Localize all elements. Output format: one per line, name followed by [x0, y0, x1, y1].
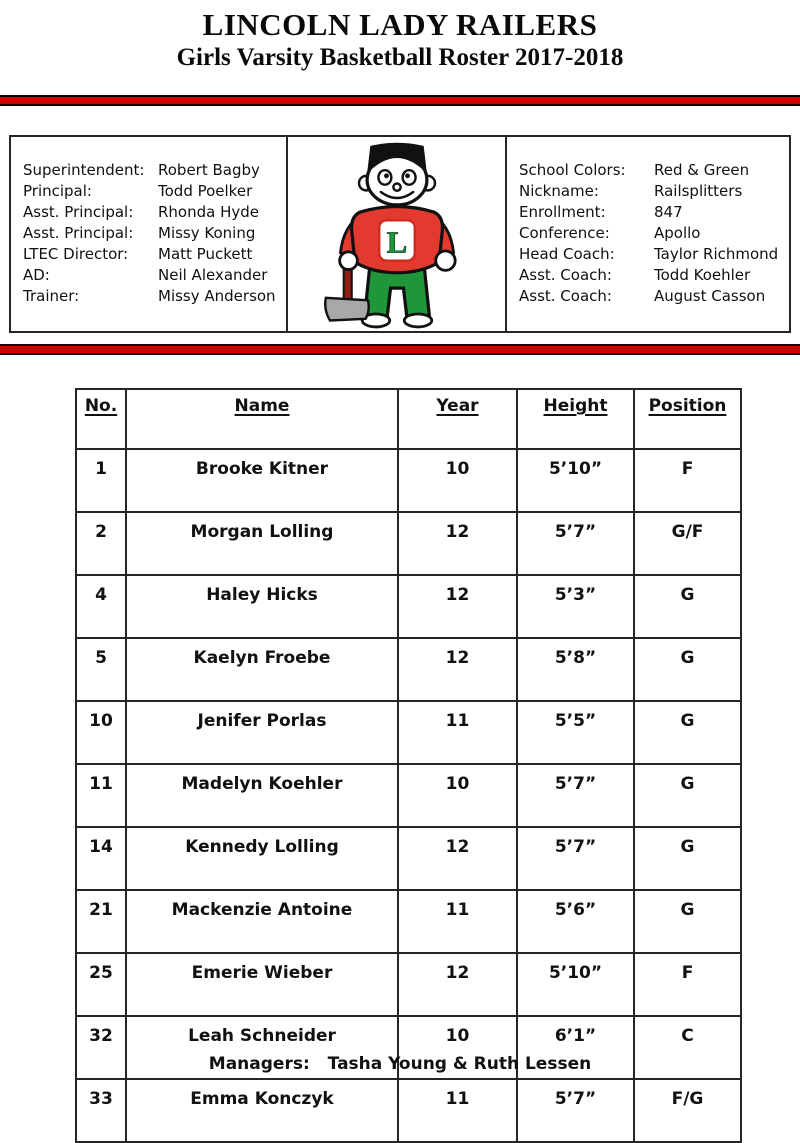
info-label: Trainer: [23, 287, 80, 305]
roster-body [76, 449, 741, 1142]
info-label: LTEC Director: [23, 245, 129, 263]
top-divider [0, 95, 800, 106]
info-row [507, 223, 789, 244]
roster-cell-number: 25 [76, 953, 126, 1016]
roster-column-header: No. [76, 389, 126, 449]
info-label: Principal: [23, 182, 92, 200]
info-row [11, 286, 286, 307]
info-value: Neil Alexander [158, 266, 268, 284]
table-row [76, 449, 741, 512]
roster-cell-height: 5’10” [517, 449, 634, 512]
roster-cell-name: Kennedy Lolling [126, 827, 398, 890]
roster-cell-year: 10 [398, 1016, 517, 1079]
mascot-letter: L [386, 225, 407, 260]
roster-cell-height: 5’8” [517, 638, 634, 701]
roster-cell-name: Kaelyn Froebe [126, 638, 398, 701]
roster-cell-height: 5’7” [517, 764, 634, 827]
info-value: Todd Koehler [654, 266, 751, 284]
info-value: Missy Koning [158, 224, 256, 242]
mascot-box [288, 135, 505, 333]
roster-cell-year: 12 [398, 512, 517, 575]
info-label: School Colors: [519, 161, 626, 179]
roster-column-header: Year [398, 389, 517, 449]
roster-cell-height: 5’5” [517, 701, 634, 764]
roster-cell-name: Madelyn Koehler [126, 764, 398, 827]
roster-cell-height: 5’3” [517, 575, 634, 638]
roster-cell-year: 12 [398, 575, 517, 638]
info-value: August Casson [654, 287, 766, 305]
roster-cell-name: Jenifer Porlas [126, 701, 398, 764]
info-row [507, 244, 789, 265]
roster-cell-name: Brooke Kitner [126, 449, 398, 512]
info-row [507, 160, 789, 181]
roster-cell-height: 5’7” [517, 827, 634, 890]
roster-cell-position: F [634, 953, 741, 1016]
roster-cell-number: 10 [76, 701, 126, 764]
roster-cell-number: 5 [76, 638, 126, 701]
roster-cell-number: 14 [76, 827, 126, 890]
roster-cell-year: 12 [398, 953, 517, 1016]
info-label: Asst. Principal: [23, 224, 134, 242]
info-label: Asst. Coach: [519, 266, 612, 284]
roster-cell-year: 11 [398, 890, 517, 953]
roster-header-row [76, 389, 741, 449]
roster-cell-name: Mackenzie Antoine [126, 890, 398, 953]
roster-cell-position: C [634, 1016, 741, 1079]
roster-cell-number: 32 [76, 1016, 126, 1079]
roster-cell-name: Emma Konczyk [126, 1079, 398, 1142]
table-row [76, 764, 741, 827]
table-row [76, 701, 741, 764]
roster-cell-position: F [634, 449, 741, 512]
info-value: Todd Poelker [158, 182, 253, 200]
table-row [76, 827, 741, 890]
info-label: Head Coach: [519, 245, 615, 263]
roster-cell-year: 11 [398, 701, 517, 764]
roster-cell-year: 11 [398, 1079, 517, 1142]
table-row [76, 512, 741, 575]
roster-cell-position: G/F [634, 512, 741, 575]
info-row [507, 202, 789, 223]
bottom-divider [0, 344, 800, 355]
roster-cell-name: Haley Hicks [126, 575, 398, 638]
roster-cell-height: 5’7” [517, 512, 634, 575]
page-subtitle: Girls Varsity Basketball Roster 2017-2018 [176, 44, 624, 71]
info-row [507, 286, 789, 307]
roster-cell-position: G [634, 575, 741, 638]
roster-cell-year: 12 [398, 827, 517, 890]
roster-cell-position: G [634, 701, 741, 764]
roster-cell-height: 5’10” [517, 953, 634, 1016]
roster-cell-height: 5’6” [517, 890, 634, 953]
roster-cell-name: Leah Schneider [126, 1016, 398, 1079]
info-label: Enrollment: [519, 203, 606, 221]
info-value: Missy Anderson [158, 287, 276, 305]
info-label: Nickname: [519, 182, 599, 200]
roster-cell-number: 11 [76, 764, 126, 827]
info-row [11, 181, 286, 202]
info-row [11, 244, 286, 265]
info-row [11, 223, 286, 244]
table-row [76, 890, 741, 953]
roster-cell-position: F/G [634, 1079, 741, 1142]
roster-cell-position: G [634, 764, 741, 827]
table-row [76, 638, 741, 701]
info-row [11, 202, 286, 223]
page-title: LINCOLN LADY RAILERS [202, 7, 598, 42]
roster-cell-year: 12 [398, 638, 517, 701]
roster-cell-number: 1 [76, 449, 126, 512]
roster-cell-year: 10 [398, 449, 517, 512]
managers-names: Tasha Young & Ruth Lessen [327, 1054, 592, 1074]
roster-cell-height: 6’1” [517, 1016, 634, 1079]
info-value: 847 [654, 203, 683, 221]
managers-line [0, 1054, 800, 1074]
roster-cell-position: G [634, 890, 741, 953]
managers-label: Managers: [208, 1054, 310, 1074]
roster-cell-name: Emerie Wieber [126, 953, 398, 1016]
info-value: Rhonda Hyde [158, 203, 260, 221]
roster-column-header: Height [517, 389, 634, 449]
info-label: Conference: [519, 224, 610, 242]
info-value: Apollo [654, 224, 701, 242]
roster-table [75, 388, 742, 1143]
roster-cell-number: 33 [76, 1079, 126, 1142]
roster-cell-position: G [634, 827, 741, 890]
staff-info-box [9, 135, 288, 333]
info-row [11, 160, 286, 181]
roster-cell-number: 2 [76, 512, 126, 575]
table-row [76, 1079, 741, 1142]
info-value: Robert Bagby [158, 161, 260, 179]
roster-column-header: Name [126, 389, 398, 449]
info-value: Matt Puckett [158, 245, 253, 263]
info-label: Asst. Principal: [23, 203, 134, 221]
info-value: Red & Green [654, 161, 750, 179]
info-label: AD: [23, 266, 50, 284]
table-row [76, 953, 741, 1016]
info-value: Taylor Richmond [654, 245, 779, 263]
info-row [507, 181, 789, 202]
school-info-box [505, 135, 791, 333]
roster-column-header: Position [634, 389, 741, 449]
info-label: Asst. Coach: [519, 287, 612, 305]
info-strip [9, 135, 791, 333]
roster-cell-position: G [634, 638, 741, 701]
roster-cell-year: 10 [398, 764, 517, 827]
info-label: Superintendent: [23, 161, 145, 179]
roster-cell-number: 4 [76, 575, 126, 638]
roster-cell-height: 5’7” [517, 1079, 634, 1142]
roster-cell-name: Morgan Lolling [126, 512, 398, 575]
info-row [507, 265, 789, 286]
info-value: Railsplitters [654, 182, 743, 200]
railsplitter-mascot-icon [308, 133, 486, 335]
info-row [11, 265, 286, 286]
table-row [76, 575, 741, 638]
roster-cell-number: 21 [76, 890, 126, 953]
